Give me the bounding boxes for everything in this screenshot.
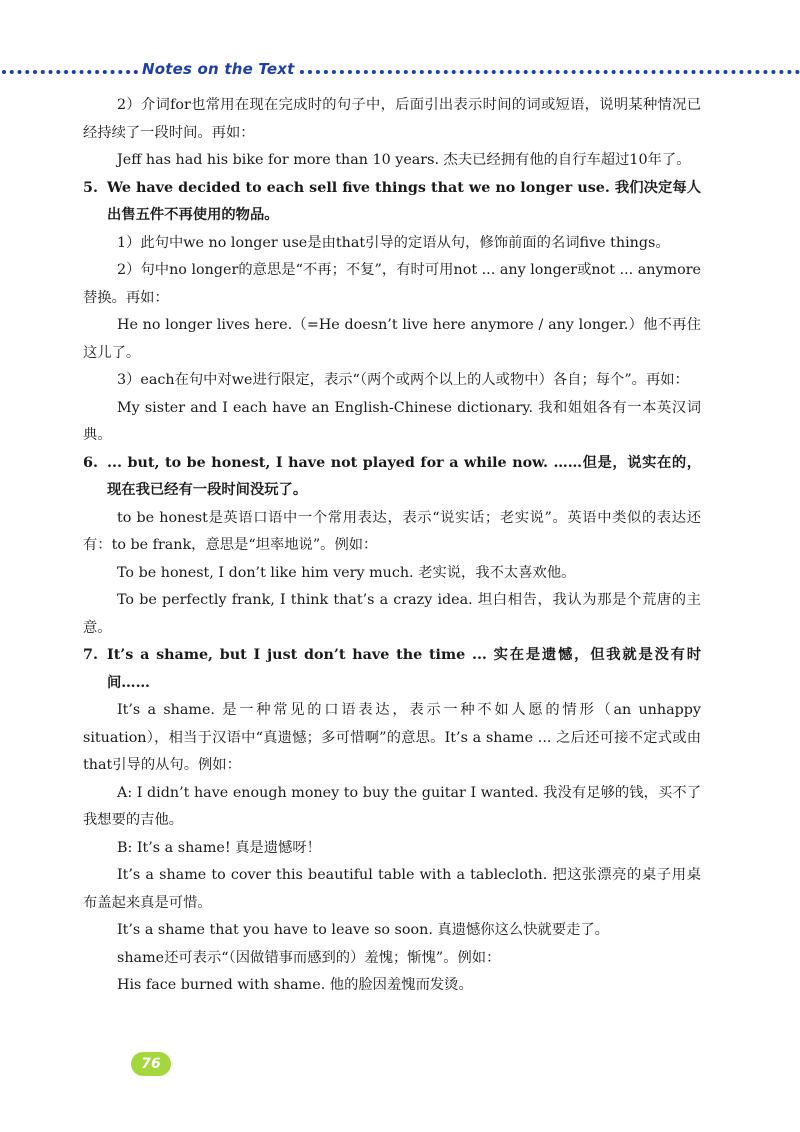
example-sentence: To be honest, I don’t like him very much. 老实说，我不太喜欢他。	[117, 564, 576, 581]
note-heading-7	[83, 642, 701, 697]
page-header	[0, 58, 800, 84]
example-sentence: It’s a shame to cover this beautiful table with a tablecloth. 把这张漂亮的桌子用桌布盖起来真是可惜。	[83, 867, 701, 911]
example-sentence: He no longer lives here.（=He doesn’t live here anymore / any longer.）他不再住这儿了。	[83, 317, 701, 361]
note-number: 7.	[83, 647, 98, 663]
paragraph: 1）此句中we no longer use是由that引导的定语从句，修饰前面的名词five things。	[117, 234, 670, 251]
paragraph: 3）each在句中对we进行限定，表示“（两个或两个以上的人或物中）各自；每个”。再如：	[117, 372, 689, 388]
example-sentence: To be perfectly frank, I think that’s a crazy idea. 坦白相告，我认为那是个荒唐的主意。	[83, 592, 701, 636]
example-sentence: It’s a shame that you have to leave so soon. 真遗憾你这么快就要走了。	[117, 922, 609, 938]
paragraph: 2）介词for也常用在现在完成时的句子中，后面引出表示时间的词或短语，说明某种情况已经持续了一段时间。再如：	[83, 97, 701, 141]
note-heading-text: We have decided to each sell five things that we no longer use. 我们决定每人出售五件不再使用的物品。	[107, 179, 701, 223]
paragraph: It’s a shame. 是一种常见的口语表达，表示一种不如人愿的情形（an unhappy situation），相当于汉语中“真遗憾；多可惜啊”的意思。It’s a shame ... 之后还可接不定式或由that引导的从句。例如：	[83, 702, 701, 773]
note-heading-5	[83, 175, 701, 230]
notes-body	[83, 92, 701, 1000]
example-sentence: His face burned with shame. 他的脸因羞愧而发烫。	[117, 977, 473, 993]
example-sentence: A: I didn’t have enough money to buy the guitar I wanted. 我没有足够的钱，买不了我想要的吉他。	[83, 784, 701, 828]
note-heading-6	[83, 450, 701, 505]
paragraph: 2）句中no longer的意思是“不再；不复”，有时可用not ... any longer或not ... anymore替换。再如：	[83, 262, 701, 306]
paragraph: to be honest是英语口语中一个常用表达，表示“说实话；老实说”。英语中类似的表达还有：to be frank，意思是“坦率地说”。例如：	[83, 509, 701, 553]
note-heading-text: ... but, to be honest, I have not played for a while now. ……但是，说实在的，现在我已经有一段时间没玩了。	[107, 454, 701, 498]
page-number-badge: 76	[131, 1052, 171, 1076]
example-sentence: B: It’s a shame! 真是遗憾呀！	[117, 839, 321, 856]
note-number: 6.	[83, 454, 98, 471]
paragraph: shame还可表示“（因做错事而感到的）羞愧；惭愧”。例如：	[117, 949, 501, 966]
header-title: Notes on the Text	[142, 60, 295, 78]
header-dotted-rule-right	[300, 70, 800, 74]
example-sentence: My sister and I each have an English-Chinese dictionary. 我和姐姐各有一本英汉词典。	[83, 399, 701, 443]
example-sentence: Jeff has had his bike for more than 10 years. 杰夫已经拥有他的自行车超过10年了。	[117, 152, 691, 168]
note-heading-text: It’s a shame, but I just don’t have the time ... 实在是遗憾，但我就是没有时间……	[107, 647, 701, 691]
header-dotted-rule-left	[2, 70, 138, 74]
note-number: 5.	[83, 179, 98, 196]
